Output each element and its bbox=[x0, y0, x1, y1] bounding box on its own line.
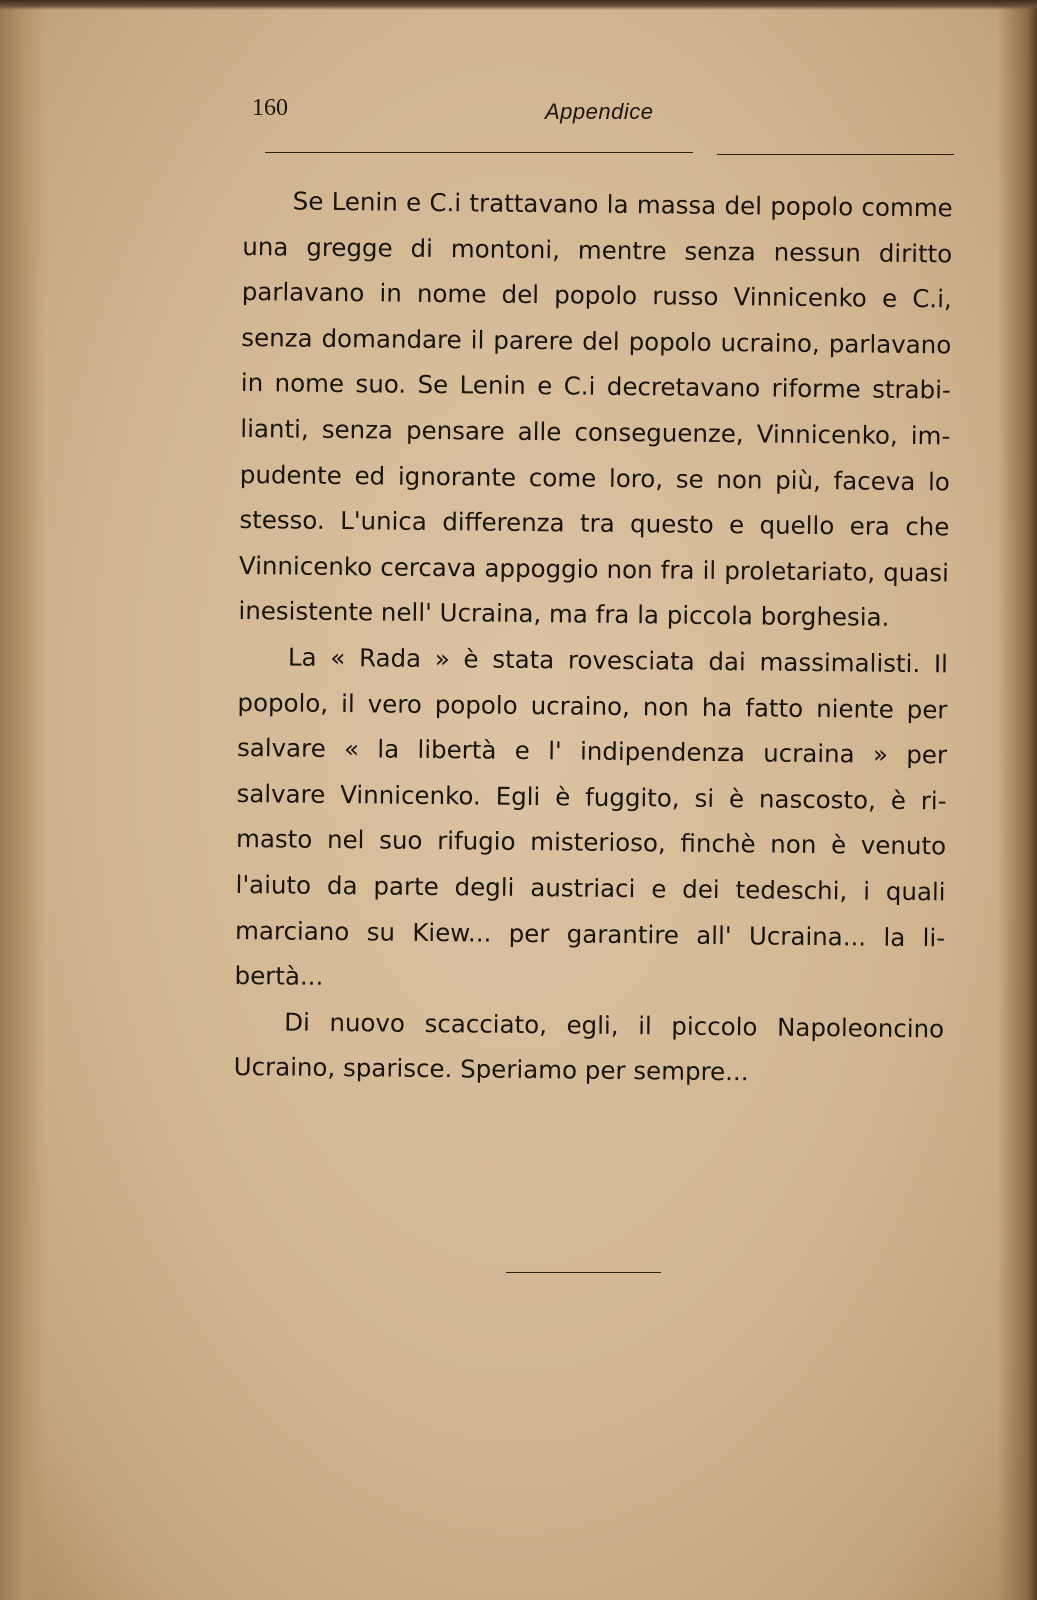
body-text bbox=[233, 178, 953, 1097]
paragraph: Di nuovo scacciato, egli, il piccolo Napoleoncino Ucraino, sparisce. Speriamo per sempre... bbox=[233, 1007, 945, 1087]
running-head: Appendice bbox=[545, 99, 654, 124]
paragraph: Se Lenin e C.i trattavano la massa del popolo comme una gregge di montoni, mentre senza nessun diritto parlavano in nome del popolo russo Vinnicenko e C.i, senza domandare il parere del popolo ucraino, parlavano in nome suo. Se Lenin e C.i decretavano riforme strabilianti, senza pensare alle conseguenze, Vinnicenko, impudente ed ignorante come loro, se non più, faceva lo stesso. L'unica differenza tra questo e quello era che Vinnicenko cercava appoggio non fra il proletariato, quasi inesistente nell' Ucraina, ma fra la piccola borghesia. bbox=[238, 186, 953, 633]
end-rule bbox=[506, 1272, 661, 1273]
page-header bbox=[252, 95, 952, 135]
page-top-edge-shadow bbox=[0, 0, 1037, 10]
paragraph: La « Rada » è stata rovesciata dai massimalisti. Il popolo, il vero popolo ucraino, non ha fatto niente per salvare « la libertà e l' indipendenza ucraina » per salvare Vinnicenko. Egli è fuggito, si è nascosto, è rimasto nel suo rifugio misterioso, finchè non è venuto l'aiuto da parte degli austriaci e dei tedeschi, i quali marciano su Kiew... per garantire all' Ucraina... la libertà... bbox=[234, 642, 949, 991]
header-rule-right bbox=[717, 154, 954, 155]
header-rule-left bbox=[265, 152, 693, 153]
page-left-edge-shadow bbox=[0, 0, 46, 1600]
page-right-edge-shadow bbox=[997, 0, 1037, 1600]
page-number: 160 bbox=[252, 95, 288, 121]
